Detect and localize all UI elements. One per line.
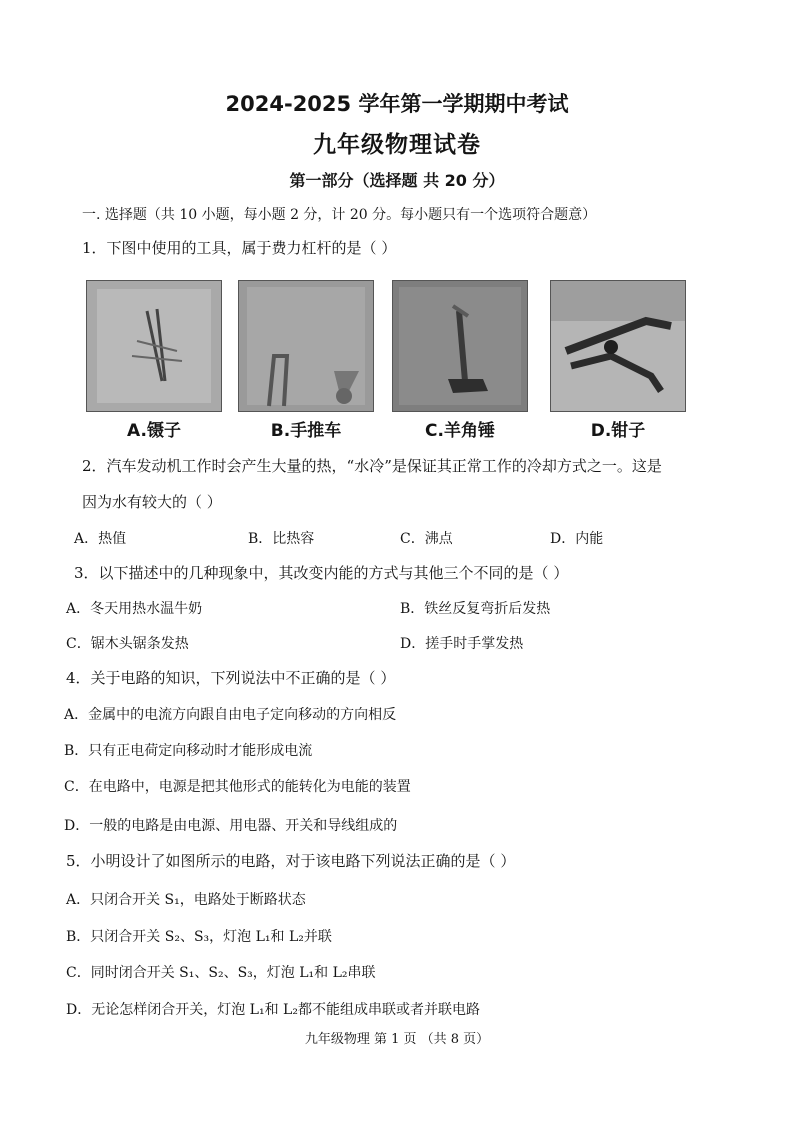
part-title: 第一部分（选择题 共 20 分） xyxy=(289,171,505,190)
question-2-option-a: A．热值 xyxy=(74,531,127,547)
option-d-image xyxy=(550,280,686,441)
question-5-option-c: C．同时闭合开关 S₁、S₂、S₃，灯泡 L₁和 L₂串联 xyxy=(66,965,376,981)
question-5-stem: 5．小明设计了如图所示的电路，对于该电路下列说法正确的是（ ） xyxy=(66,852,516,870)
question-5-option-b: B．只闭合开关 S₂、S₃，灯泡 L₁和 L₂并联 xyxy=(66,929,332,945)
exam-title: 2024-2025 学年第一学期期中考试 xyxy=(225,92,569,116)
option-c-caption: C.羊角锤 xyxy=(425,421,495,441)
question-2-option-d: D．内能 xyxy=(550,531,604,547)
question-2-stem-line2: 因为水有较大的（ ） xyxy=(82,493,222,511)
option-a-image xyxy=(86,280,222,441)
page-footer: 九年级物理 第 1 页 （共 8 页） xyxy=(304,1032,490,1047)
question-4-option-d: D．一般的电路是由电源、用电器、开关和导线组成的 xyxy=(64,818,398,834)
question-3-stem: 3．以下描述中的几种现象中，其改变内能的方式与其他三个不同的是（ ） xyxy=(74,564,569,582)
question-4-option-c: C．在电路中，电源是把其他形式的能转化为电能的装置 xyxy=(64,779,411,795)
question-2-option-c: C．沸点 xyxy=(400,531,453,547)
question-1-images xyxy=(86,280,690,441)
question-4-option-b: B．只有正电荷定向移动时才能形成电流 xyxy=(64,743,313,759)
option-d-caption: D.钳子 xyxy=(590,421,646,441)
option-c-image xyxy=(392,280,528,441)
question-4-option-a: A．金属中的电流方向跟自由电子定向移动的方向相反 xyxy=(64,707,397,723)
tweezers-photo xyxy=(86,280,222,412)
question-3-option-d: D．搓手时手掌发热 xyxy=(400,636,524,652)
question-4-stem: 4．关于电路的知识，下列说法中不正确的是（ ） xyxy=(66,669,396,687)
section-instruction: 一. 选择题（共 10 小题，每小题 2 分，计 20 分。每小题只有一个选项符合题意） xyxy=(82,207,597,223)
claw-hammer-photo xyxy=(392,280,528,412)
option-b-image xyxy=(238,280,374,441)
option-a-caption: A.镊子 xyxy=(127,421,181,441)
question-2-stem-line1: 2．汽车发动机工作时会产生大量的热，“水冷”是保证其正常工作的冷却方式之一。这是 xyxy=(82,457,662,475)
question-2-option-b: B．比热容 xyxy=(248,531,315,547)
pliers-photo xyxy=(550,280,686,412)
question-3-option-a: A．冬天用热水温牛奶 xyxy=(66,601,203,617)
question-5-option-a: A．只闭合开关 S₁，电路处于断路状态 xyxy=(66,892,306,908)
question-3-option-b: B．铁丝反复弯折后发热 xyxy=(400,601,551,617)
option-b-caption: B.手推车 xyxy=(270,421,342,441)
handcart-photo xyxy=(238,280,374,412)
question-5-option-d: D．无论怎样闭合开关，灯泡 L₁和 L₂都不能组成串联或者并联电路 xyxy=(66,1002,480,1018)
question-1-stem: 1．下图中使用的工具，属于费力杠杆的是（ ） xyxy=(82,239,397,257)
paper-title: 九年级物理试卷 xyxy=(313,132,481,158)
question-3-option-c: C．锯木头锯条发热 xyxy=(66,636,189,652)
